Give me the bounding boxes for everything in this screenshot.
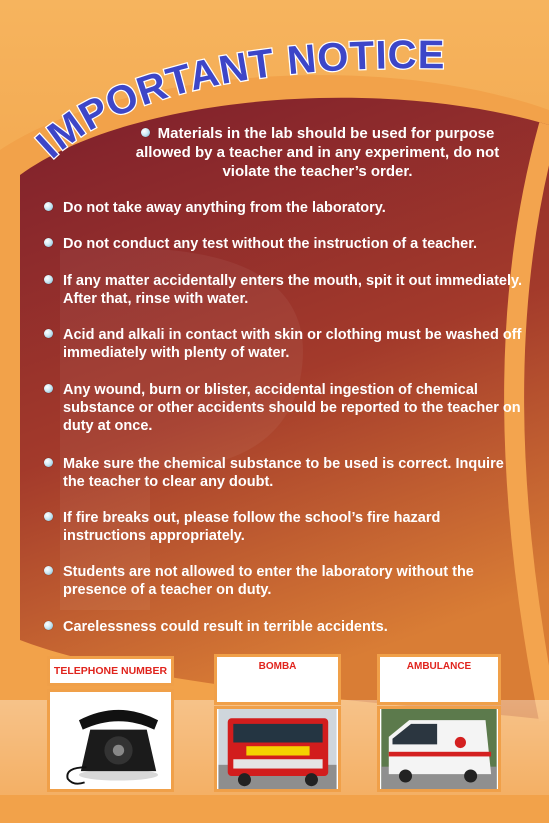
rule-item: If any matter accidentally enters the mouth, spit it out immediately. After that, rinse with water.: [43, 272, 523, 308]
rule-item: Make sure the chemical substance to be used is correct. Inquire the teacher to clear any doubt.: [43, 455, 523, 491]
bullet-icon: [44, 275, 53, 284]
bullet-icon: [44, 238, 53, 247]
ambulance-image: [377, 706, 501, 792]
bullet-icon: [44, 329, 53, 338]
bullet-icon: [141, 128, 150, 137]
intro-label: Materials in the lab should be used for purpose allowed by a teacher and in any experiment, do not violate the teacher’s order.: [135, 125, 500, 180]
rule-item: Carelessness could result in terrible accidents.: [43, 618, 523, 636]
rule-item: Do not take away anything from the laboratory.: [43, 199, 523, 217]
rule-item: Acid and alkali in contact with skin or clothing must be washed off immediately with plenty of water.: [43, 326, 523, 362]
telephone-icon: [50, 692, 171, 789]
bullet-icon: [44, 202, 53, 211]
rule-item: Any wound, burn or blister, accidental ingestion of chemical substance or other accidents should be reported to the teacher on duty at once.: [43, 381, 523, 435]
bullet-icon: [44, 384, 53, 393]
bullet-icon: [44, 458, 53, 467]
rule-item: If fire breaks out, please follow the school’s fire hazard instructions appropriately.: [43, 509, 523, 545]
telephone-image: [47, 689, 174, 792]
rule-item: Do not conduct any test without the instruction of a teacher.: [43, 235, 523, 253]
telephone-label: TELEPHONE NUMBER: [47, 656, 174, 686]
bullet-icon: [44, 512, 53, 521]
bomba-label: BOMBA: [214, 654, 341, 705]
bullet-icon: [44, 566, 53, 575]
fire-truck-icon: [217, 709, 338, 789]
fire-truck-image: [214, 706, 341, 792]
ambulance-icon: [380, 709, 498, 789]
rule-item: Students are not allowed to enter the laboratory without the presence of a teacher on duty.: [43, 563, 523, 599]
page-title: IMPORTANT NOTICE: [28, 33, 446, 167]
bullet-icon: [44, 621, 53, 630]
intro-text: [120, 124, 515, 181]
ambulance-label: AMBULANCE: [377, 654, 501, 705]
